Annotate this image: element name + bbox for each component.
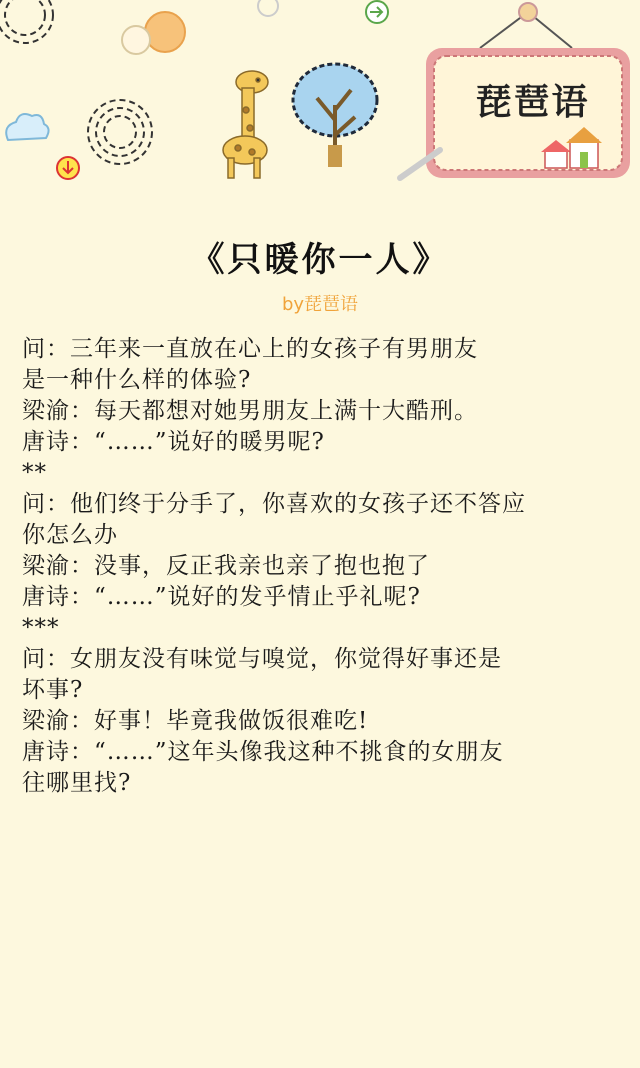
body-line: 梁渝：每天都想对她男朋友上满十大酷刑。 xyxy=(22,398,478,424)
tree-icon xyxy=(293,64,377,167)
author-byline: by琵琶语 xyxy=(281,294,359,315)
body-line: 梁渝：好事！毕竟我做饭很难吃! xyxy=(22,708,369,734)
arrow-down-icon xyxy=(57,157,79,179)
body-separator: ** xyxy=(22,460,47,486)
article-body xyxy=(22,334,628,799)
sign-title: 琵琶语 xyxy=(475,82,590,123)
body-line: 往哪里找? xyxy=(22,770,132,796)
cloud-icon xyxy=(6,114,48,140)
body-line: 坏事? xyxy=(22,677,84,703)
article-title: 《只暖你一人》 xyxy=(190,240,450,280)
giraffe-icon xyxy=(223,71,268,178)
body-line: 你怎么办 xyxy=(22,522,118,548)
orange-ball-icon xyxy=(145,12,185,52)
decorative-header xyxy=(0,0,640,215)
body-line: 问：他们终于分手了，你喜欢的女孩子还不答应 xyxy=(22,491,526,517)
body-line: 问：女朋友没有味觉与嗅觉，你觉得好事还是 xyxy=(22,646,502,672)
body-line: 问：三年来一直放在心上的女孩子有男朋友 xyxy=(22,336,478,362)
body-line: 唐诗：“……”说好的发乎情止乎礼呢? xyxy=(22,584,421,610)
body-line: 是一种什么样的体验? xyxy=(22,367,252,393)
arrow-right-icon xyxy=(366,1,388,23)
body-line: 梁渝：没事，反正我亲也亲了抱也抱了 xyxy=(22,553,430,579)
body-line: 唐诗：“……”这年头像我这种不挑食的女朋友 xyxy=(22,739,504,765)
body-separator: *** xyxy=(22,615,60,641)
body-line: 唐诗：“……”说好的暖男呢? xyxy=(22,429,325,455)
